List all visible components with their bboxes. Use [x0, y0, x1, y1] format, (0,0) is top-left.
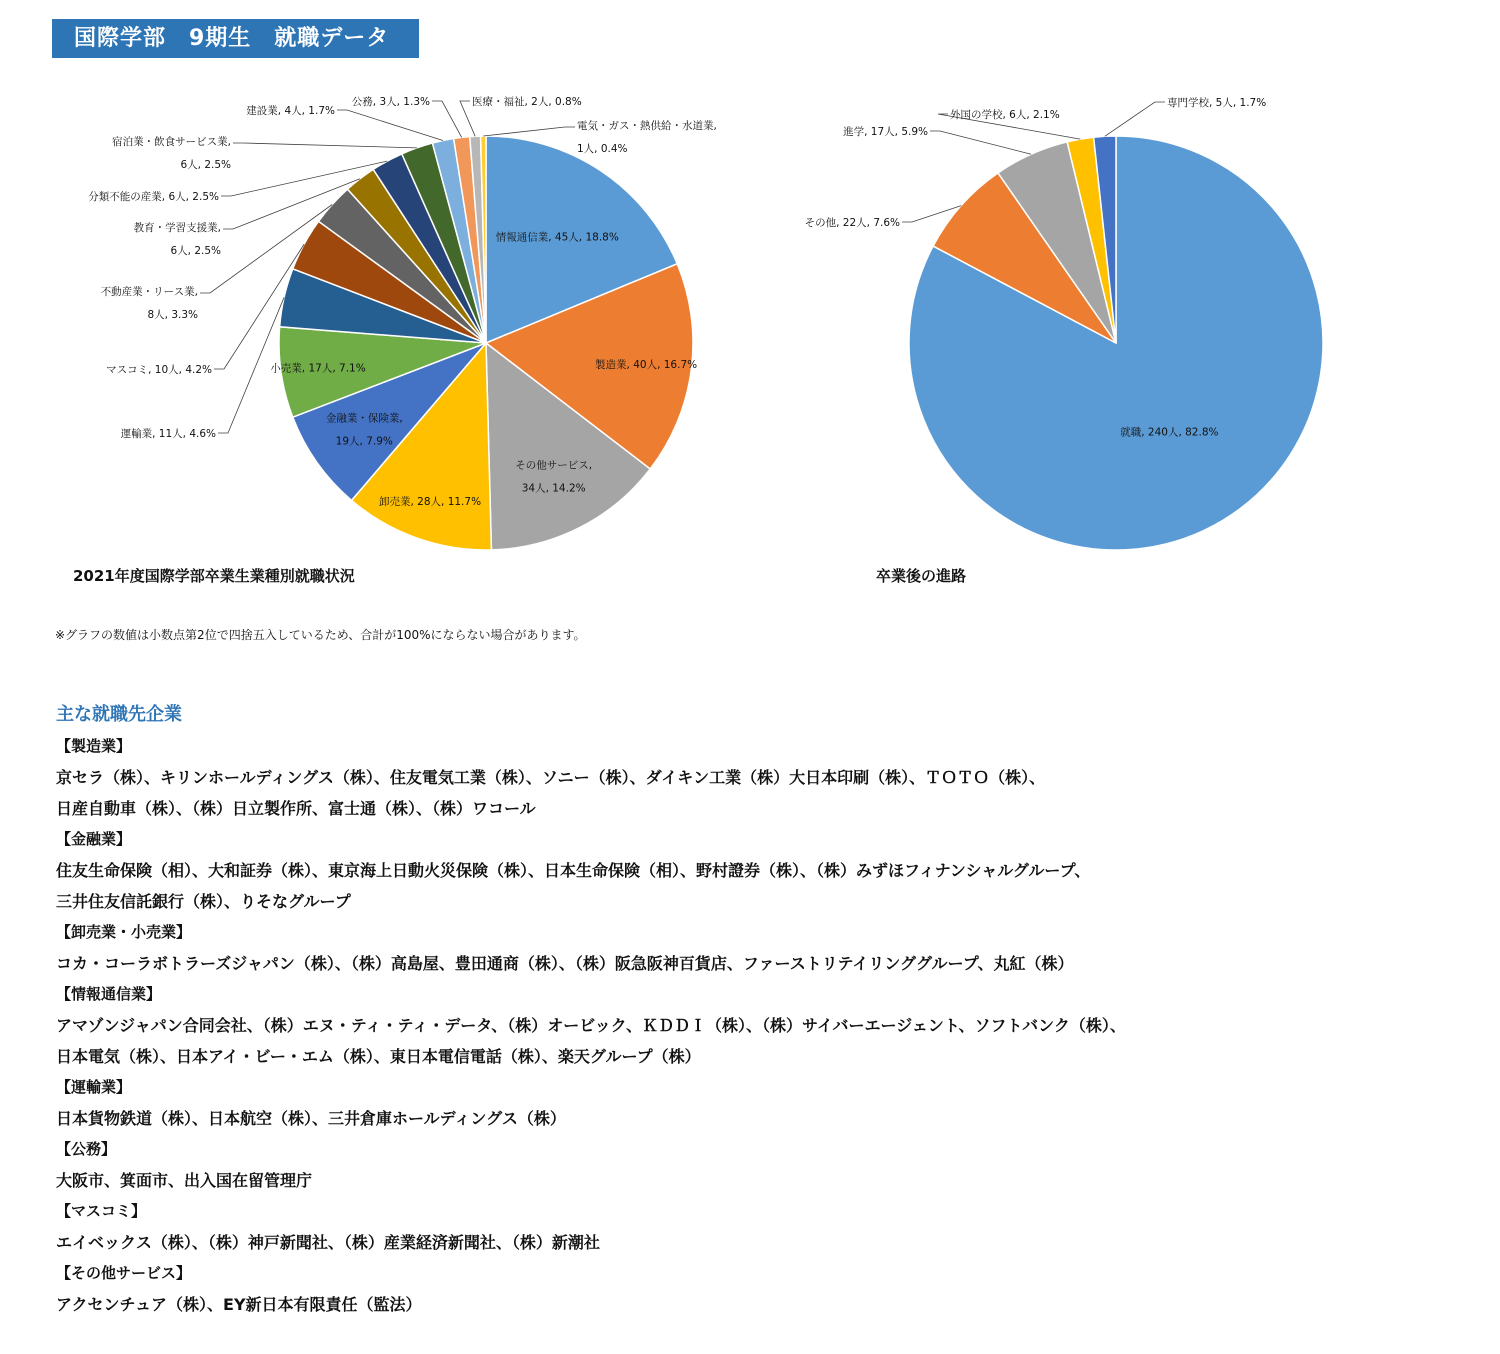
rounding-note: ※グラフの数値は小数点第2位で四捨五入しているため、合計が100%にならない場合があります。: [55, 628, 586, 642]
industry-label-5: 小売業, 17人, 7.1%: [270, 362, 366, 375]
company-line: 日本電気（株）、日本アイ・ビー・エム（株）、東日本電信電話（株）、楽天グループ（株）: [56, 1047, 701, 1066]
company-line: エイベックス（株）、（株）神戸新聞社、（株）産業経済新聞社、（株）新潮社: [56, 1233, 600, 1252]
company-list: [56, 731, 1476, 1320]
category-heading: 【卸売業・小売業】: [56, 923, 192, 941]
industry-label-4-line-1: 19人, 7.9%: [335, 435, 393, 448]
company-line: 住友生命保険（相）、大和証券（株）、東京海上日動火災保険（株）、日本生命保険（相）、野村證券（株）、（株）みずほフィナンシャルグループ、: [56, 861, 1091, 880]
company-line: 日産自動車（株）、（株）日立製作所、富士通（株）、（株）ワコール: [56, 799, 536, 818]
industry-label-3: 卸売業, 28人, 11.7%: [378, 496, 482, 509]
career-label-0: 就職, 240人, 82.8%: [1120, 426, 1219, 439]
industry-label-8-line-1: 8人, 3.3%: [147, 309, 198, 321]
company-category: [56, 731, 1476, 824]
career-label-2: 進学, 17人, 5.9%: [843, 126, 928, 138]
company-category: [56, 1072, 1476, 1134]
company-category: [56, 917, 1476, 979]
industry-label-12: 建設業, 4人, 1.7%: [246, 105, 335, 117]
career-leader-4: [1105, 102, 1165, 136]
category-heading: 【公務】: [56, 1140, 117, 1158]
page-title: 国際学部 9期生 就職データ: [52, 19, 419, 58]
industry-leader-13: [432, 101, 462, 137]
career-label-1: その他, 22人, 7.6%: [804, 217, 900, 229]
career-pie-chart: [909, 136, 1323, 550]
company-line: アマゾンジャパン合同会社、（株）エヌ・ティ・ティ・データ、（株）オービック、ＫＤＤＩ（株）、（株）サイバーエージェント、ソフトバンク（株）、: [56, 1016, 1126, 1035]
charts-area: [0, 60, 1500, 600]
company-category: [56, 979, 1476, 1072]
industry-label-15-line-1: 1人, 0.4%: [577, 143, 628, 155]
industry-label-15-line-0: 電気・ガス・熱供給・水道業,: [577, 120, 717, 132]
industry-label-13: 公務, 3人, 1.3%: [351, 96, 430, 108]
industry-label-9-line-0: 教育・学習支援業,: [133, 222, 221, 234]
industry-label-8-line-0: 不動産業・リース業,: [100, 286, 198, 298]
companies-title: 主な就職先企業: [56, 704, 182, 725]
career-label-4: 専門学校, 5人, 1.7%: [1167, 97, 1267, 109]
category-heading: 【情報通信業】: [56, 985, 162, 1003]
company-category: [56, 1134, 1476, 1196]
industry-label-2-line-0: その他サービス,: [515, 459, 593, 472]
company-category: [56, 1258, 1476, 1320]
company-line: コカ・コーラボトラーズジャパン（株）、（株）高島屋、豊田通商（株）、（株）阪急阪神百貨店、ファーストリテイリンググループ、丸紅（株）: [56, 954, 1074, 973]
category-heading: 【運輸業】: [56, 1078, 132, 1096]
industry-label-10: 分類不能の産業, 6人, 2.5%: [88, 191, 219, 203]
industry-label-0: 情報通信業, 45人, 18.8%: [495, 231, 619, 244]
industry-chart-caption: 2021年度国際学部卒業生業種別就職状況: [73, 567, 355, 585]
industry-label-11-line-0: 宿泊業・飲食サービス業,: [112, 136, 231, 148]
industry-leader-12: [337, 110, 443, 141]
company-category: [56, 1196, 1476, 1258]
company-line: アクセンチュア（株）、EY新日本有限責任（監法）: [56, 1295, 422, 1314]
company-category: [56, 824, 1476, 917]
industry-label-6: 運輸業, 11人, 4.6%: [120, 428, 216, 440]
company-line: 三井住友信託銀行（株）、りそなグループ: [56, 892, 351, 911]
category-heading: 【金融業】: [56, 830, 132, 848]
industry-label-1: 製造業, 40人, 16.7%: [595, 359, 698, 372]
industry-pie-chart: [279, 136, 693, 550]
company-line: 京セラ（株）、キリンホールディングス（株）、住友電気工業（株）、ソニー（株）、ダイキン工業（株）大日本印刷（株）、ＴＯＴＯ（株）、: [56, 768, 1046, 787]
industry-leader-11: [233, 143, 417, 148]
company-line: 大阪市、箕面市、出入国在留管理庁: [56, 1171, 313, 1190]
category-heading: 【その他サービス】: [56, 1264, 192, 1282]
industry-label-4-line-0: 金融業・保険業,: [325, 412, 403, 425]
category-heading: 【マスコミ】: [56, 1202, 147, 1220]
career-label-3: 外国の学校, 6人, 2.1%: [950, 109, 1060, 121]
industry-label-9-line-1: 6人, 2.5%: [170, 245, 221, 257]
industry-label-14: 医療・福祉, 2人, 0.8%: [472, 96, 582, 108]
career-chart-caption: 卒業後の進路: [876, 567, 967, 585]
industry-label-7: マスコミ, 10人, 4.2%: [106, 364, 212, 376]
company-line: 日本貨物鉄道（株）、日本航空（株）、三井倉庫ホールディングス（株）: [56, 1109, 566, 1128]
industry-leader-15: [483, 127, 575, 136]
industry-label-2-line-1: 34人, 14.2%: [521, 482, 586, 495]
industry-label-11-line-1: 6人, 2.5%: [180, 159, 231, 171]
career-leader-2: [930, 131, 1031, 154]
category-heading: 【製造業】: [56, 737, 132, 755]
